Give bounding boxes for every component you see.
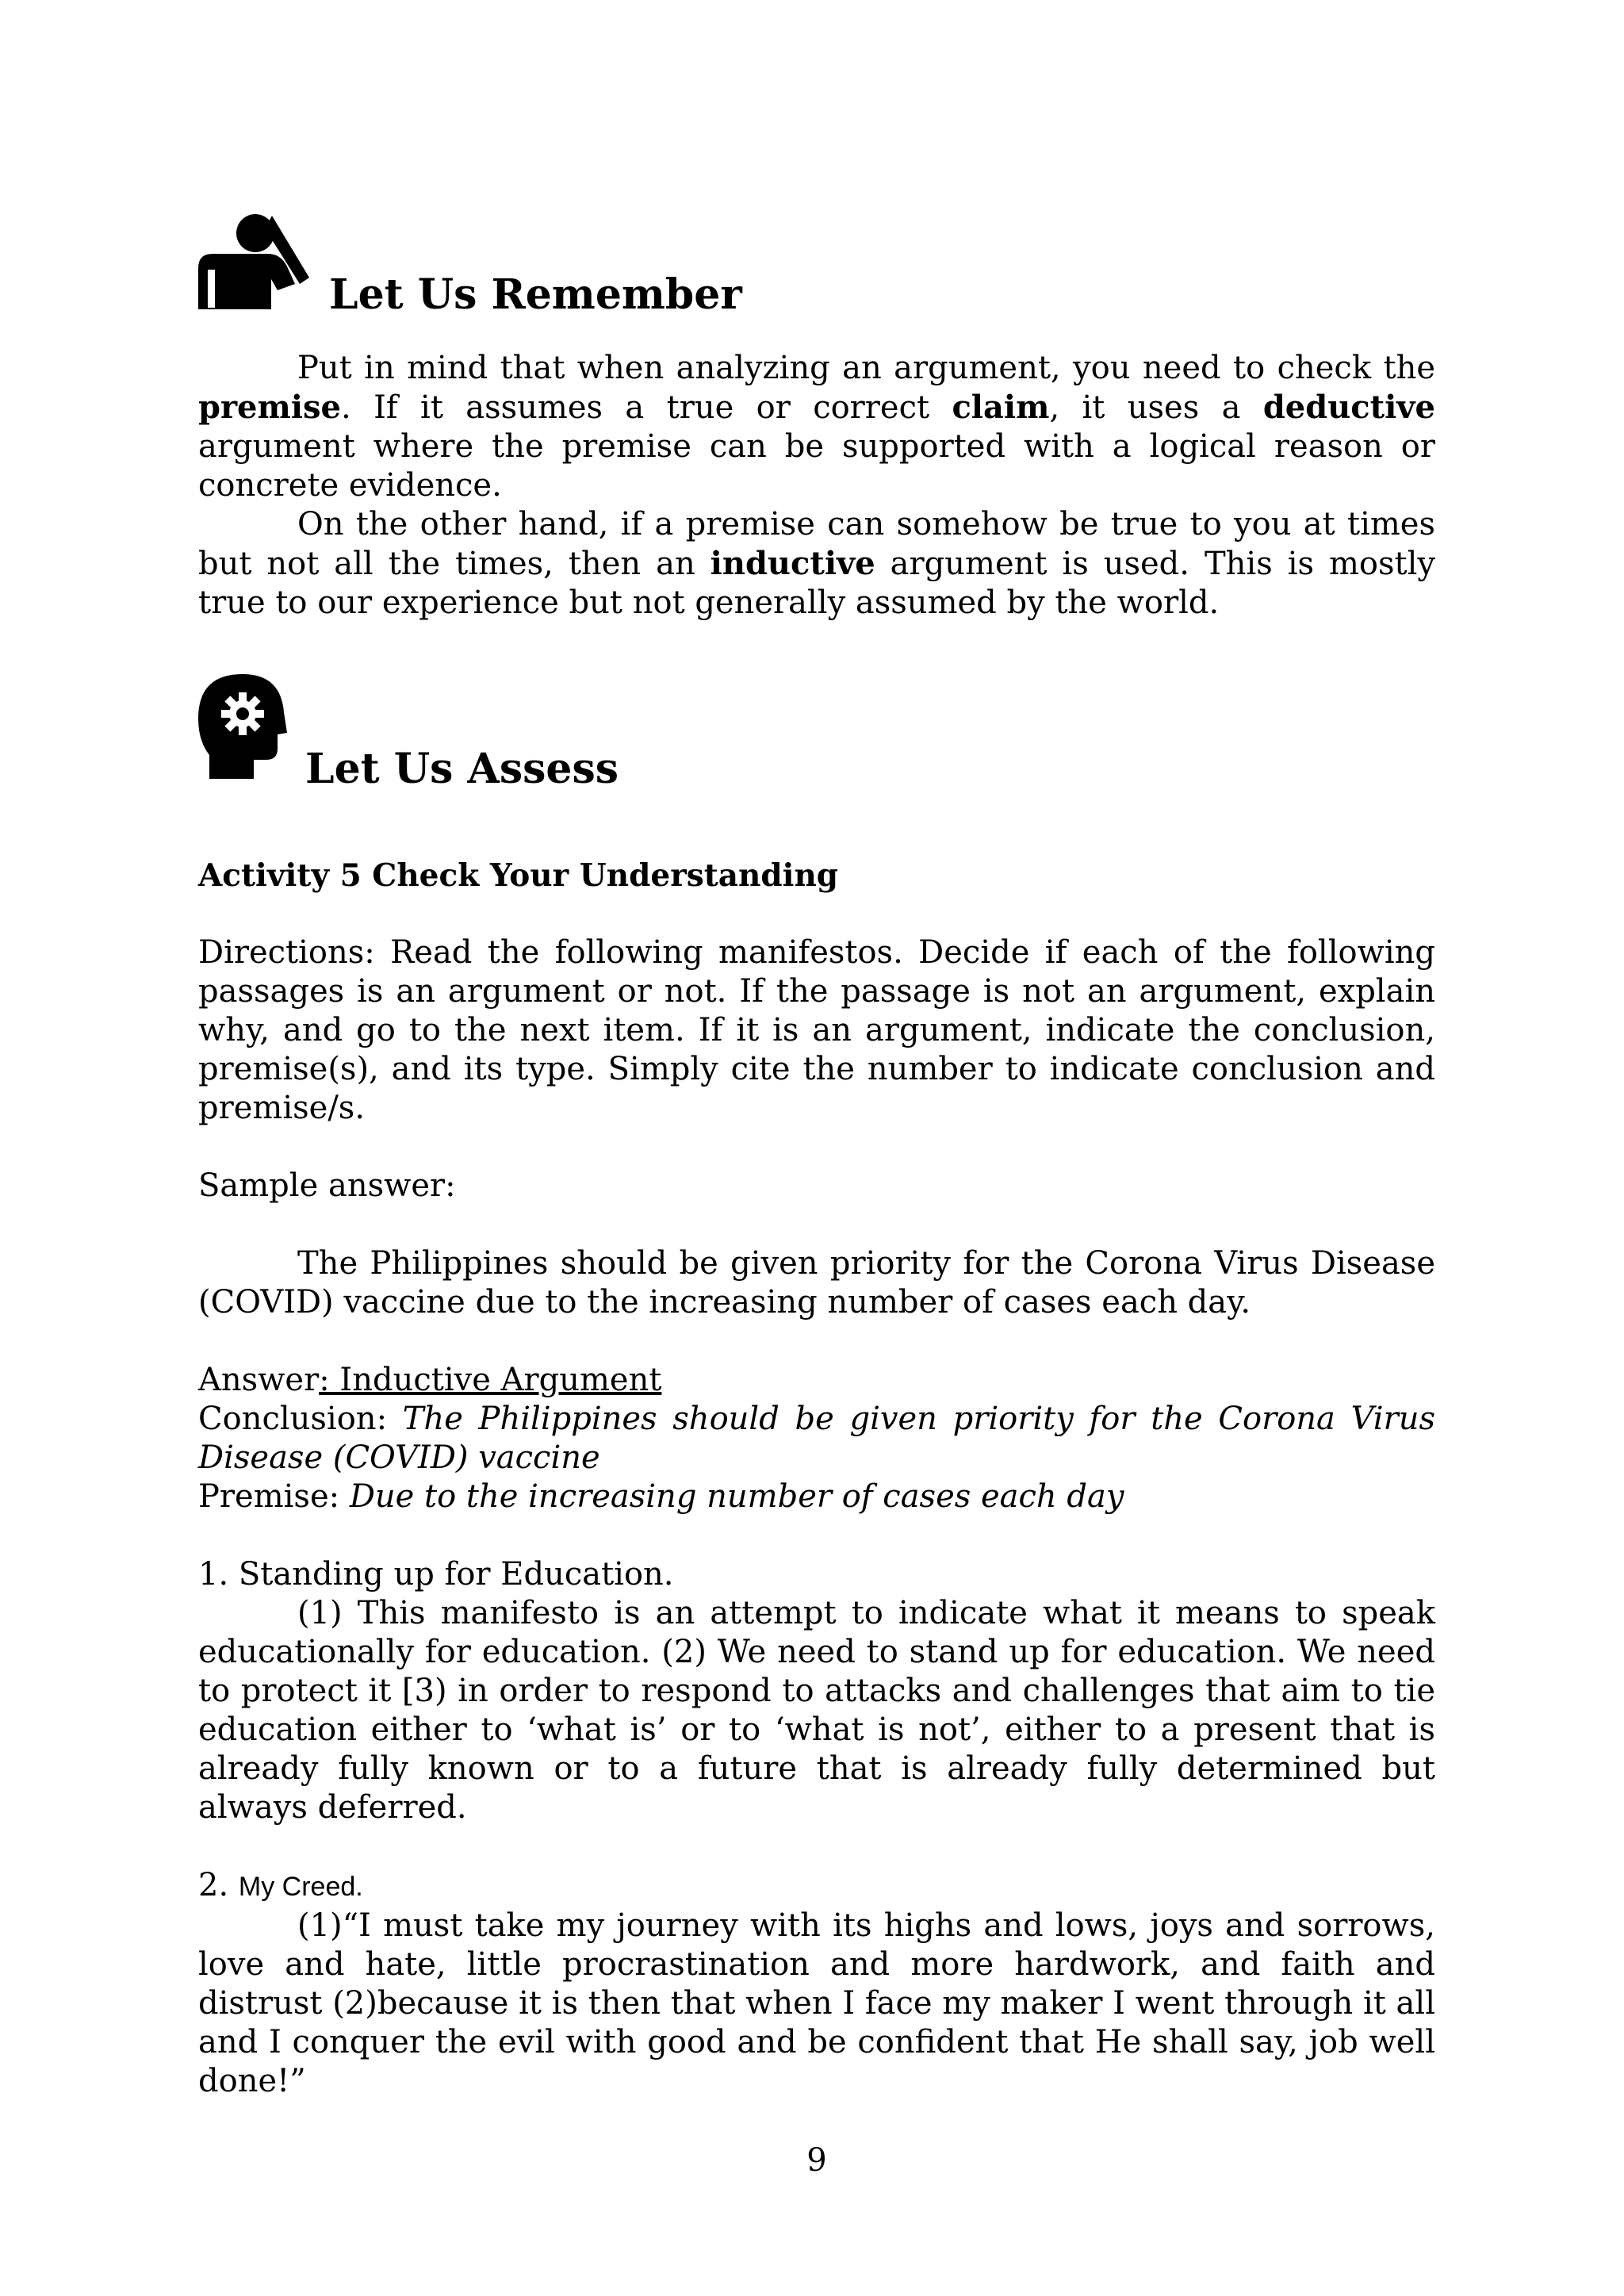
- text-run: argument is used. This is mostly true to our experience but not generally assumed by the world.: [198, 546, 1435, 621]
- text-run: On the other hand, if a premise can somehow be true to you at times but not all the times, then an: [198, 506, 1435, 582]
- answer-label: Answer: [198, 1362, 320, 1398]
- text-run: argument where the premise can be supported with a logical reason or concrete evidence.: [198, 428, 1435, 504]
- keyword-inductive: inductive: [710, 545, 875, 582]
- remember-body: [198, 349, 1435, 623]
- conclusion-text: The Philippines should be given priority for the Corona Virus Disease (: [198, 1401, 1435, 1476]
- keyword-deductive: deductive: [1262, 389, 1435, 426]
- text-run: . If it assumes a true or correct: [340, 389, 952, 426]
- sample-answer-label: Sample answer:: [198, 1167, 456, 1204]
- page-number: 9: [806, 2142, 827, 2179]
- item-text: (1) This manifesto is an attempt to indicate what it means to speak educationally for education. (2) We need to stand up for education. We need to protect it [3) in order to respond to attacks and challenges that aim to tie education either to ‘what is’ or to ‘what is not’, either to a present that is already fully known or to a future that is already fully determined but always deferred.: [198, 1595, 1435, 1826]
- answer-line: [198, 1361, 1435, 1400]
- assess-section-heading: [198, 674, 1435, 793]
- directions-text: Directions: Read the following manifestos. Decide if each of the following passages is an argument or not. If the passage is not an argument, explain why, and go to the next item. If it is an argument, indicate the conclusion, premise(s), and its type. Simply cite the number to indicate conclusion and premise/s.: [198, 934, 1435, 1126]
- activity-title: Activity 5 Check Your Understanding: [198, 857, 839, 894]
- item-text: (1)“I must take my journey with its highs and lows, joys and sorrows, love and hate, little procrastination and more hardwork, and faith and distrust (2)because it is then that when I face my maker I went through it all and I conquer the evil with good and be confident that He shall say, job well done!”: [198, 1907, 1435, 2099]
- remember-paragraph-2: [198, 505, 1435, 623]
- manifesto-item-2: [198, 1866, 1435, 2101]
- text-run: Put in mind that when analyzing an argument, you need to check the: [297, 350, 1435, 386]
- premise-label: Premise:: [198, 1478, 350, 1515]
- item-title: Standing up for Education.: [238, 1556, 674, 1593]
- section-title-assess: Let Us Assess: [305, 745, 619, 793]
- conclusion-label: Conclusion:: [198, 1401, 403, 1437]
- item-number: 2.: [198, 1867, 239, 1903]
- item-title: My Creed.: [238, 1872, 363, 1902]
- manifesto-item-1: [198, 1555, 1435, 1827]
- sample-text-block: [198, 1244, 1435, 1322]
- sample-analysis: [198, 1361, 1435, 1516]
- conclusion-text: COVID: [345, 1439, 456, 1476]
- premise-line: [198, 1478, 1435, 1516]
- remember-paragraph-1: [198, 349, 1435, 505]
- activity-heading: [198, 857, 1435, 895]
- remember-section-heading: [198, 205, 1435, 324]
- keyword-premise: premise: [198, 389, 341, 426]
- section-title-remember: Let Us Remember: [329, 270, 742, 319]
- item-number: 1.: [198, 1556, 239, 1593]
- thinking-person-icon: [198, 208, 313, 311]
- conclusion-line: [198, 1400, 1435, 1478]
- keyword-claim: claim: [952, 389, 1050, 426]
- item-title-line: [198, 1555, 1435, 1594]
- item-title-line: [198, 1866, 1435, 1907]
- sample-answer-block: [198, 1167, 1435, 1205]
- head-gear-icon: [198, 674, 287, 782]
- directions-block: [198, 933, 1435, 1128]
- answer-value: : Inductive Argument: [319, 1362, 662, 1398]
- text-run: , it uses a: [1049, 389, 1263, 426]
- conclusion-text: ) vaccine: [455, 1439, 600, 1476]
- premise-text: Due to the increasing number of cases each day: [349, 1478, 1124, 1515]
- sample-text: The Philippines should be given priority for the Corona Virus Disease (COVID) vaccine due to the increasing number of cases each day.: [198, 1245, 1435, 1320]
